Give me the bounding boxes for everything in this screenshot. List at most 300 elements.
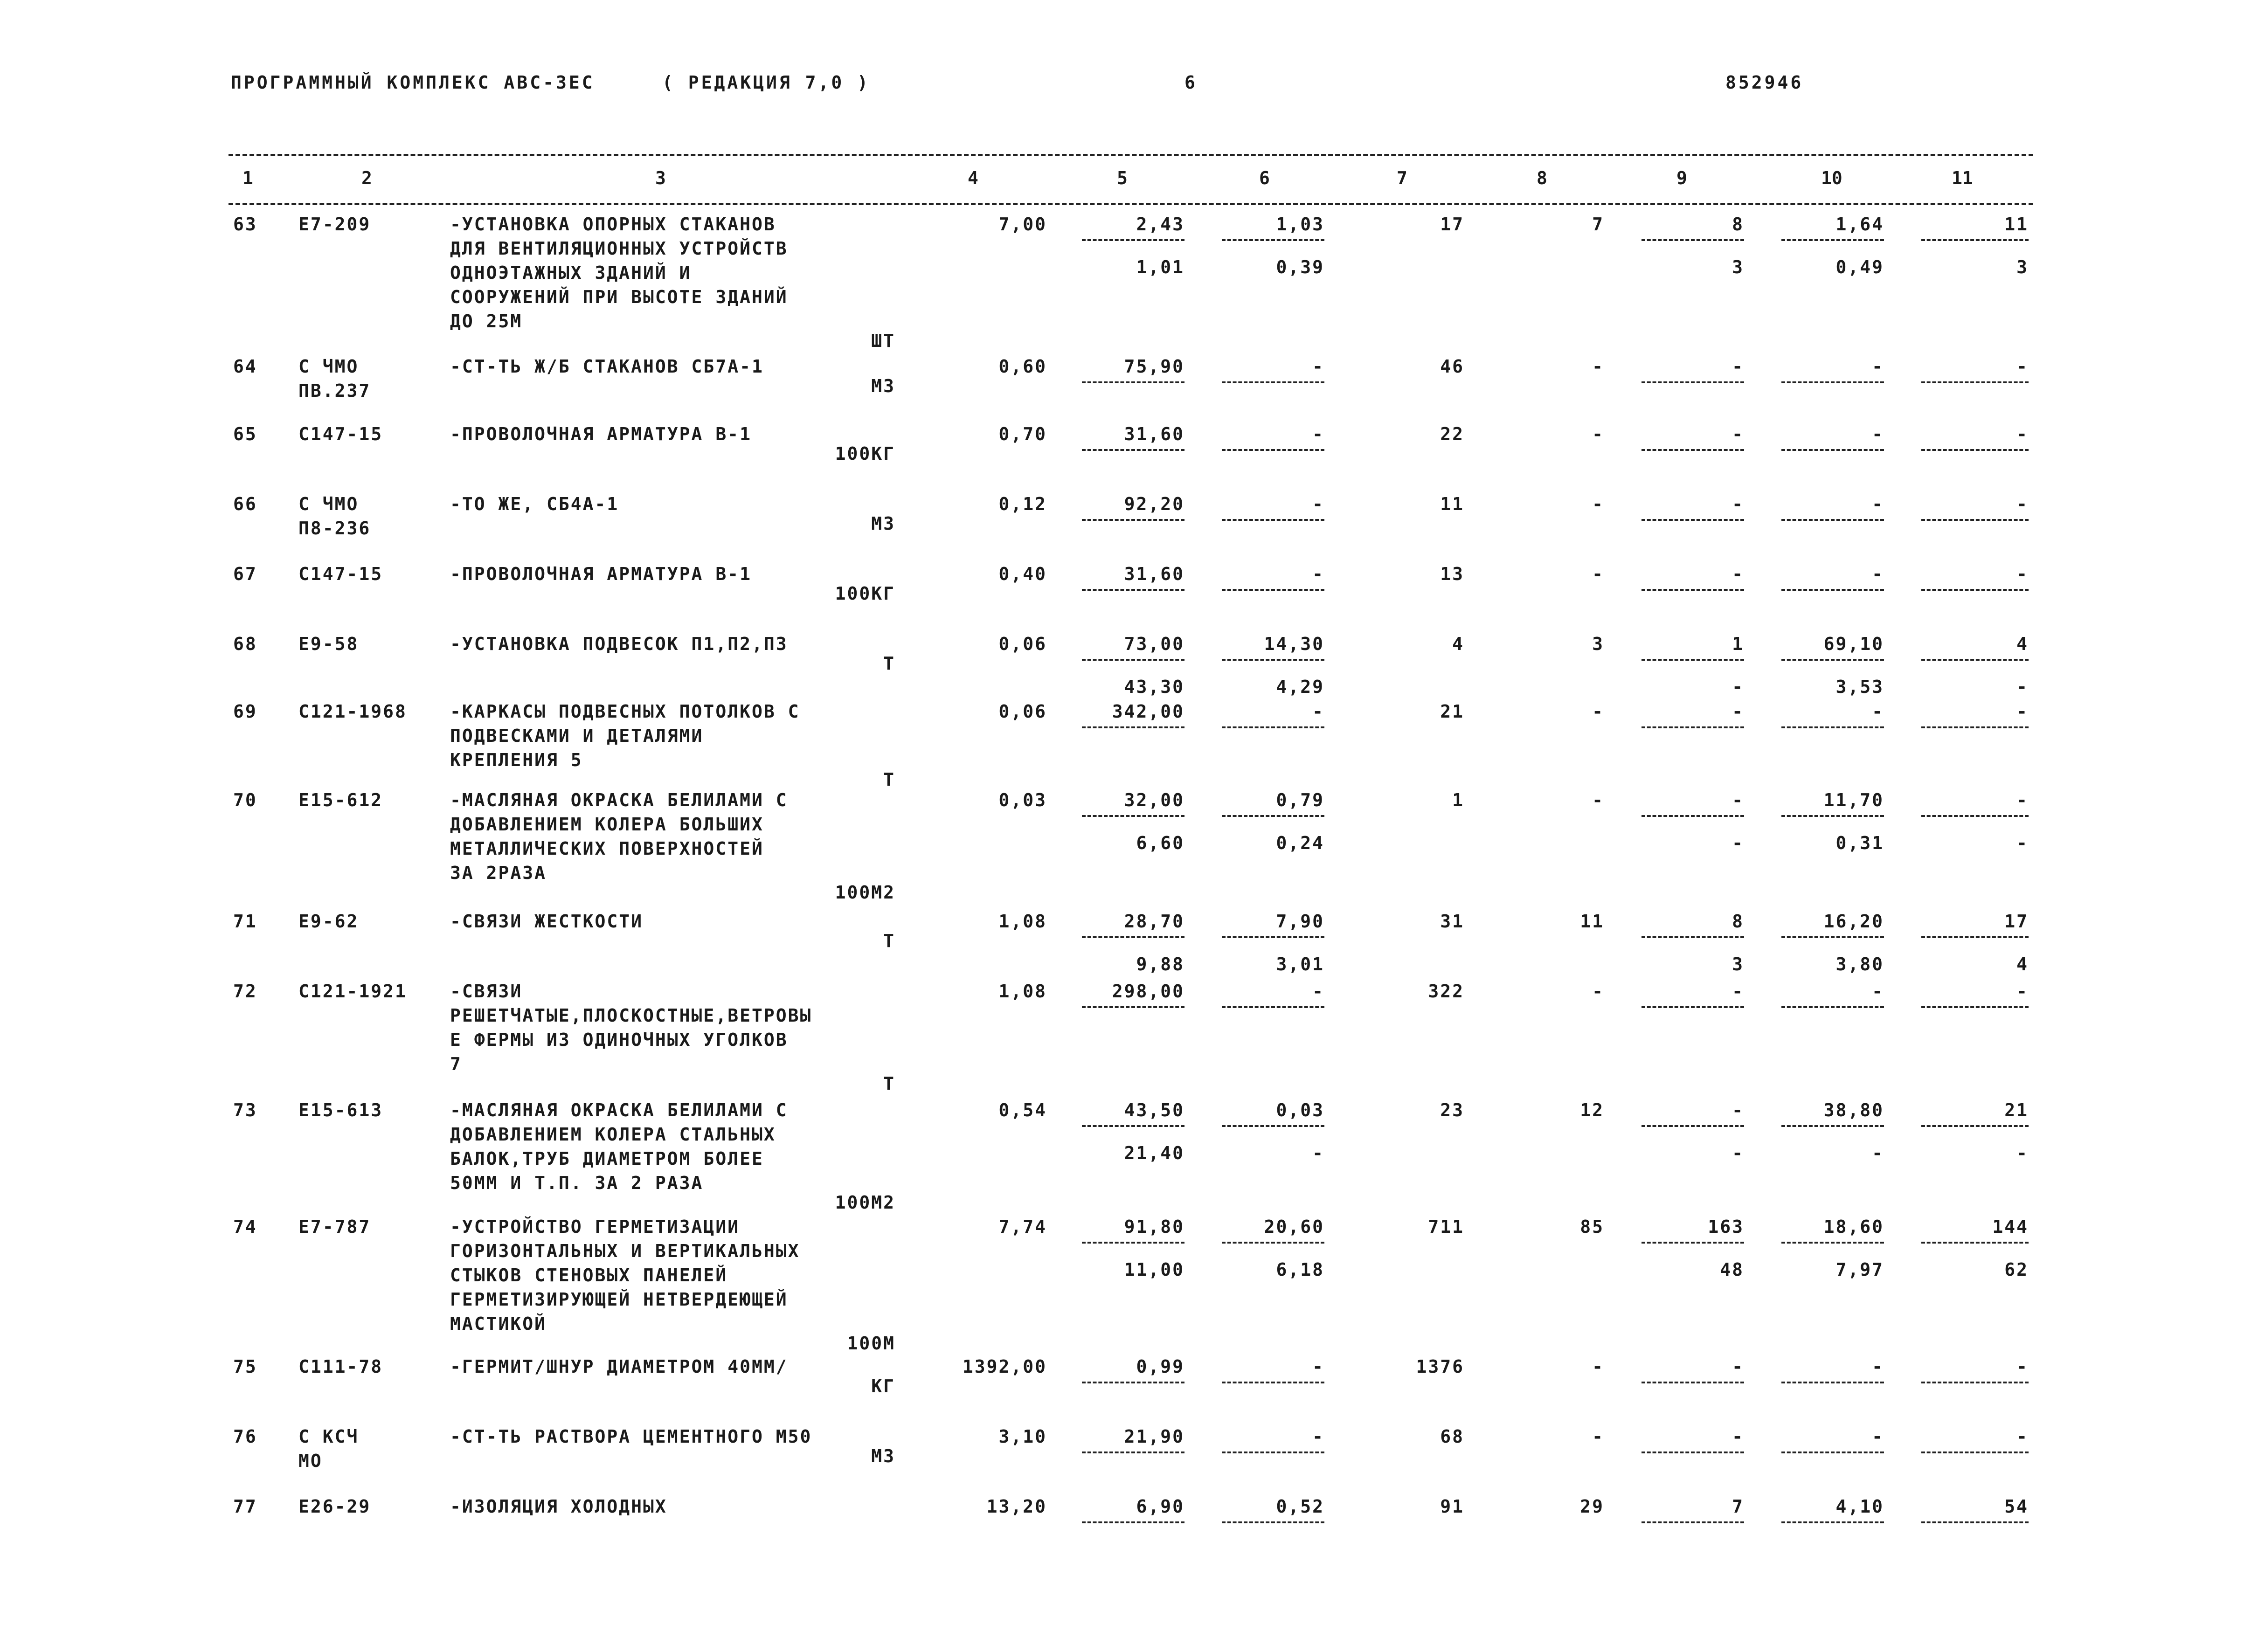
value-divider-9 (1642, 1452, 1744, 1453)
unit-of-measure: Т (883, 1073, 895, 1094)
value-divider-11 (1921, 1382, 2029, 1383)
value-c9-lower: - (1732, 1143, 1744, 1163)
value-c9: - (1732, 564, 1744, 584)
value-divider-6 (1222, 1006, 1324, 1008)
value-divider-5 (1082, 239, 1184, 241)
value-divider-6 (1222, 239, 1324, 241)
value-c11: - (2016, 424, 2029, 444)
item-description: Е ФЕРМЫ ИЗ ОДИНОЧНЫХ УГОЛКОВ (450, 1030, 788, 1050)
value-c10: - (1872, 701, 1884, 722)
value-divider-6 (1222, 1521, 1324, 1523)
value-c10: - (1872, 356, 1884, 377)
value-c11: - (2016, 356, 2029, 377)
value-c7: 11 (1440, 494, 1464, 514)
value-c6-lower: 4,29 (1276, 677, 1324, 697)
value-c11: 4 (2016, 634, 2029, 654)
value-divider-11 (1921, 1242, 2029, 1244)
item-description: РЕШЕТЧАТЫЕ,ПЛОСКОСТНЫЕ,ВЕТРОВЫ (450, 1005, 812, 1026)
value-c9: - (1732, 981, 1744, 1002)
value-c9-lower: - (1732, 833, 1744, 853)
item-description: ДОБАВЛЕНИЕМ КОЛЕРА БОЛЬШИХ (450, 814, 764, 835)
unit-of-measure: Т (883, 769, 895, 790)
item-description: ДЛЯ ВЕНТИЛЯЦИОННЫХ УСТРОЙСТВ (450, 238, 788, 259)
column-number-3: 3 (655, 168, 666, 188)
item-description: -ПРОВОЛОЧНАЯ АРМАТУРА В-1 (450, 424, 752, 444)
value-c7: 91 (1440, 1496, 1464, 1517)
value-c8: 85 (1580, 1217, 1604, 1237)
value-divider-11 (1921, 659, 2029, 661)
value-c5: 2,43 (1136, 214, 1184, 235)
value-qty: 1,08 (998, 911, 1047, 932)
value-c10: - (1872, 494, 1884, 514)
value-c11: - (2016, 790, 2029, 810)
column-number-11: 11 (1952, 168, 1973, 188)
value-qty: 0,70 (998, 424, 1047, 444)
value-qty: 13,20 (986, 1496, 1047, 1517)
value-c7: 4 (1452, 634, 1464, 654)
value-c5: 92,20 (1124, 494, 1184, 514)
value-c7: 1 (1452, 790, 1464, 810)
value-c7: 46 (1440, 356, 1464, 377)
value-c11: - (2016, 494, 2029, 514)
value-c11: - (2016, 1356, 2029, 1377)
value-c9: - (1732, 494, 1744, 514)
item-description: -ИЗОЛЯЦИЯ ХОЛОДНЫХ (450, 1496, 667, 1517)
value-divider-9 (1642, 936, 1744, 938)
value-c7: 17 (1440, 214, 1464, 235)
value-c9: - (1732, 1356, 1744, 1377)
value-divider-6 (1222, 1382, 1324, 1383)
value-divider-11 (1921, 815, 2029, 817)
column-number-2: 2 (361, 168, 372, 188)
value-divider-11 (1921, 239, 2029, 241)
item-description: -КАРКАСЫ ПОДВЕСНЫХ ПОТОЛКОВ С (450, 701, 800, 722)
value-c8: - (1592, 790, 1604, 810)
value-divider-11 (1921, 519, 2029, 521)
edition-label: ( РЕДАКЦИЯ 7,0 ) (662, 72, 871, 93)
program-title: ПРОГРАММНЫЙ КОМПЛЕКС АВС-3ЕС (231, 72, 595, 93)
item-description: ЗА 2РАЗА (450, 863, 547, 883)
item-code: С ЧМО (298, 494, 359, 514)
value-c5: 73,00 (1124, 634, 1184, 654)
value-c9: - (1732, 356, 1744, 377)
value-divider-5 (1082, 1382, 1184, 1383)
value-c5: 32,00 (1124, 790, 1184, 810)
value-divider-9 (1642, 519, 1744, 521)
column-number-4: 4 (968, 168, 978, 188)
value-c9: - (1732, 1426, 1744, 1447)
item-description: ДО 25М (450, 311, 523, 332)
unit-of-measure: М3 (871, 513, 895, 534)
item-description: МАСТИКОЙ (450, 1313, 547, 1334)
value-c10: 4,10 (1835, 1496, 1884, 1517)
value-c6-lower: 3,01 (1276, 954, 1324, 975)
value-c8: - (1592, 494, 1604, 514)
value-divider-6 (1222, 659, 1324, 661)
item-description: -СВЯЗИ ЖЕСТКОСТИ (450, 911, 644, 932)
row-number: 65 (233, 424, 257, 444)
value-c11: 11 (2004, 214, 2029, 235)
value-divider-11 (1921, 449, 2029, 451)
value-c6-lower: - (1312, 1143, 1324, 1163)
value-divider-11 (1921, 1125, 2029, 1127)
value-c9: 8 (1732, 214, 1744, 235)
value-c8: - (1592, 1426, 1604, 1447)
value-divider-11 (1921, 1452, 2029, 1453)
row-number: 72 (233, 981, 257, 1002)
value-c11-lower: 3 (2016, 257, 2029, 277)
value-c9-lower: - (1732, 677, 1744, 697)
row-number: 76 (233, 1426, 257, 1447)
value-divider-10 (1781, 1242, 1884, 1244)
item-description: ДОБАВЛЕНИЕМ КОЛЕРА СТАЛЬНЫХ (450, 1124, 776, 1145)
value-divider-5 (1082, 381, 1184, 383)
value-c5: 91,80 (1124, 1217, 1184, 1237)
value-c8: 7 (1592, 214, 1604, 235)
value-c6: - (1312, 424, 1324, 444)
item-code: С147-15 (298, 424, 383, 444)
value-c11: 144 (1992, 1217, 2029, 1237)
value-divider-5 (1082, 936, 1184, 938)
value-qty: 0,06 (998, 634, 1047, 654)
value-divider-10 (1781, 381, 1884, 383)
item-description: -СВЯЗИ (450, 981, 523, 1002)
value-c11-lower: - (2016, 833, 2029, 853)
value-divider-5 (1082, 726, 1184, 728)
value-c8: - (1592, 564, 1604, 584)
row-number: 74 (233, 1217, 257, 1237)
value-c6: 0,03 (1276, 1100, 1324, 1120)
value-qty: 1,08 (998, 981, 1047, 1002)
value-divider-10 (1781, 449, 1884, 451)
value-divider-11 (1921, 1006, 2029, 1008)
item-description: -УСТАНОВКА ОПОРНЫХ СТАКАНОВ (450, 214, 776, 235)
value-c5: 21,90 (1124, 1426, 1184, 1447)
value-c5: 342,00 (1112, 701, 1184, 722)
row-number: 68 (233, 634, 257, 654)
value-divider-6 (1222, 381, 1324, 383)
value-c8: - (1592, 356, 1604, 377)
unit-of-measure: М3 (871, 1446, 895, 1466)
value-divider-9 (1642, 1242, 1744, 1244)
unit-of-measure: 100М (847, 1333, 895, 1354)
value-divider-5 (1082, 449, 1184, 451)
value-c6-lower: 6,18 (1276, 1259, 1324, 1280)
item-code: С121-1921 (298, 981, 407, 1002)
value-c9-lower: 48 (1720, 1259, 1744, 1280)
unit-of-measure: 100КГ (835, 583, 895, 604)
item-description: ПОДВЕСКАМИ И ДЕТАЛЯМИ (450, 726, 704, 746)
value-c8: - (1592, 1356, 1604, 1377)
item-description: 7 (450, 1054, 462, 1074)
value-c6-lower: 0,24 (1276, 833, 1324, 853)
column-number-1: 1 (242, 168, 253, 188)
value-qty: 0,40 (998, 564, 1047, 584)
value-divider-11 (1921, 726, 2029, 728)
value-c6: 14,30 (1264, 634, 1324, 654)
value-divider-9 (1642, 815, 1744, 817)
value-c6: - (1312, 981, 1324, 1002)
value-divider-6 (1222, 1452, 1324, 1453)
value-c10: - (1872, 424, 1884, 444)
value-c5: 43,50 (1124, 1100, 1184, 1120)
item-description: КРЕПЛЕНИЯ 5 (450, 750, 583, 770)
value-divider-10 (1781, 936, 1884, 938)
value-qty: 0,60 (998, 356, 1047, 377)
value-divider-9 (1642, 1125, 1744, 1127)
value-c8: 29 (1580, 1496, 1604, 1517)
value-c9-lower: 3 (1732, 257, 1744, 277)
item-description: -ГЕРМИТ/ШНУР ДИАМЕТРОМ 40ММ/ (450, 1356, 788, 1377)
value-divider-9 (1642, 1006, 1744, 1008)
value-c7: 22 (1440, 424, 1464, 444)
item-code: Е9-62 (298, 911, 359, 932)
value-c7: 21 (1440, 701, 1464, 722)
value-divider-6 (1222, 815, 1324, 817)
value-divider-5 (1082, 1006, 1184, 1008)
value-divider-10 (1781, 1452, 1884, 1453)
item-description: -ТО ЖЕ, СБ4А-1 (450, 494, 619, 514)
value-c11: - (2016, 701, 2029, 722)
value-divider-9 (1642, 726, 1744, 728)
value-c7: 711 (1428, 1217, 1464, 1237)
row-number: 70 (233, 790, 257, 810)
value-c10: 38,80 (1823, 1100, 1884, 1120)
item-code: С147-15 (298, 564, 383, 584)
value-c6: 20,60 (1264, 1217, 1324, 1237)
value-c6: - (1312, 494, 1324, 514)
value-divider-5 (1082, 589, 1184, 591)
item-description: -СТ-ТЬ Ж/Б СТАКАНОВ СБ7А-1 (450, 356, 764, 377)
item-code: С121-1968 (298, 701, 407, 722)
item-code: П8-236 (298, 518, 371, 539)
value-c5: 28,70 (1124, 911, 1184, 932)
row-number: 67 (233, 564, 257, 584)
item-description: БАЛОК,ТРУБ ДИАМЕТРОМ БОЛЕЕ (450, 1148, 764, 1169)
value-divider-5 (1082, 659, 1184, 661)
value-c5-lower: 6,60 (1136, 833, 1184, 853)
unit-of-measure: 100М2 (835, 1192, 895, 1213)
row-number: 71 (233, 911, 257, 932)
value-divider-9 (1642, 1382, 1744, 1383)
value-divider-5 (1082, 519, 1184, 521)
item-code: Е26-29 (298, 1496, 371, 1517)
value-c5-lower: 21,40 (1124, 1143, 1184, 1163)
row-number: 64 (233, 356, 257, 377)
value-c6: 7,90 (1276, 911, 1324, 932)
item-description: ГЕРМЕТИЗИРУЮЩЕЙ НЕТВЕРДЕЮЩЕЙ (450, 1289, 788, 1310)
value-c10-lower: 3,53 (1835, 677, 1884, 697)
item-code: Е7-787 (298, 1217, 371, 1237)
unit-of-measure: 100М2 (835, 882, 895, 903)
value-divider-9 (1642, 589, 1744, 591)
value-divider-6 (1222, 726, 1324, 728)
value-c5: 31,60 (1124, 564, 1184, 584)
value-divider-10 (1781, 726, 1884, 728)
value-c10: 1,64 (1835, 214, 1884, 235)
value-c10-lower: 3,80 (1835, 954, 1884, 975)
value-divider-6 (1222, 1125, 1324, 1127)
unit-of-measure: Т (883, 653, 895, 674)
value-c10-lower: - (1872, 1143, 1884, 1163)
value-divider-10 (1781, 659, 1884, 661)
value-c9: - (1732, 1100, 1744, 1120)
value-divider-6 (1222, 449, 1324, 451)
value-divider-9 (1642, 659, 1744, 661)
value-c5-lower: 9,88 (1136, 954, 1184, 975)
value-c7: 23 (1440, 1100, 1464, 1120)
value-c10: - (1872, 564, 1884, 584)
item-description: ОДНОЭТАЖНЫХ ЗДАНИЙ И (450, 263, 692, 283)
value-divider-5 (1082, 1521, 1184, 1523)
value-c8: 12 (1580, 1100, 1604, 1120)
row-number: 77 (233, 1496, 257, 1517)
column-number-10: 10 (1821, 168, 1842, 188)
value-c8: 11 (1580, 911, 1604, 932)
item-description: СООРУЖЕНИЙ ПРИ ВЫСОТЕ ЗДАНИЙ (450, 287, 788, 307)
value-divider-9 (1642, 1521, 1744, 1523)
item-code: Е15-612 (298, 790, 383, 810)
value-c9: - (1732, 701, 1744, 722)
value-c10: 69,10 (1823, 634, 1884, 654)
row-number: 66 (233, 494, 257, 514)
value-c10: - (1872, 1356, 1884, 1377)
value-c7: 1376 (1416, 1356, 1464, 1377)
value-c11-lower: - (2016, 677, 2029, 697)
column-number-5: 5 (1117, 168, 1128, 188)
value-divider-5 (1082, 1125, 1184, 1127)
item-description: -СТ-ТЬ РАСТВОРА ЦЕМЕНТНОГО М50 (450, 1426, 812, 1447)
value-divider-6 (1222, 1242, 1324, 1244)
value-c10: - (1872, 981, 1884, 1002)
value-c5: 298,00 (1112, 981, 1184, 1002)
value-divider-10 (1781, 519, 1884, 521)
value-c9: 1 (1732, 634, 1744, 654)
value-divider-10 (1781, 1382, 1884, 1383)
row-number: 69 (233, 701, 257, 722)
value-divider-5 (1082, 1242, 1184, 1244)
value-c6: - (1312, 1356, 1324, 1377)
value-c10: 18,60 (1823, 1217, 1884, 1237)
value-c6: 0,79 (1276, 790, 1324, 810)
item-description: СТЫКОВ СТЕНОВЫХ ПАНЕЛЕЙ (450, 1265, 728, 1286)
value-c9: 163 (1708, 1217, 1744, 1237)
unit-of-measure: М3 (871, 376, 895, 396)
value-qty: 1392,00 (962, 1356, 1047, 1377)
value-c6: - (1312, 564, 1324, 584)
value-c10: 11,70 (1823, 790, 1884, 810)
value-qty: 0,06 (998, 701, 1047, 722)
value-c9: 7 (1732, 1496, 1744, 1517)
item-description: 50ММ И Т.П. ЗА 2 РАЗА (450, 1173, 704, 1193)
value-divider-10 (1781, 1521, 1884, 1523)
value-c11: 21 (2004, 1100, 2029, 1120)
value-c8: - (1592, 424, 1604, 444)
value-divider-5 (1082, 1452, 1184, 1453)
value-c7: 68 (1440, 1426, 1464, 1447)
value-c5: 31,60 (1124, 424, 1184, 444)
value-c10-lower: 7,97 (1835, 1259, 1884, 1280)
value-divider-10 (1781, 589, 1884, 591)
row-number: 73 (233, 1100, 257, 1120)
page-number: 6 (1184, 72, 1198, 93)
item-code: Е9-58 (298, 634, 359, 654)
value-c6-lower: 0,39 (1276, 257, 1324, 277)
unit-of-measure: КГ (871, 1376, 895, 1396)
item-description: -УСТРОЙСТВО ГЕРМЕТИЗАЦИИ (450, 1217, 740, 1237)
value-c10-lower: 0,49 (1835, 257, 1884, 277)
value-divider-6 (1222, 519, 1324, 521)
item-description: ГОРИЗОНТАЛЬНЫХ И ВЕРТИКАЛЬНЫХ (450, 1241, 800, 1261)
value-divider-10 (1781, 815, 1884, 817)
value-c11: 54 (2004, 1496, 2029, 1517)
value-c8: 3 (1592, 634, 1604, 654)
value-qty: 0,12 (998, 494, 1047, 514)
value-divider-10 (1781, 239, 1884, 241)
item-code: МО (298, 1451, 323, 1471)
value-divider-11 (1921, 381, 2029, 383)
item-code: С КСЧ (298, 1426, 359, 1447)
item-description: -МАСЛЯНАЯ ОКРАСКА БЕЛИЛАМИ С (450, 1100, 788, 1120)
value-c8: - (1592, 701, 1604, 722)
value-divider-10 (1781, 1125, 1884, 1127)
item-code: С111-78 (298, 1356, 383, 1377)
value-divider-9 (1642, 449, 1744, 451)
item-code: Е7-209 (298, 214, 371, 235)
value-c11: 17 (2004, 911, 2029, 932)
unit-of-measure: Т (883, 931, 895, 951)
unit-of-measure: 100КГ (835, 443, 895, 464)
item-code: ПВ.237 (298, 380, 371, 401)
item-code: С ЧМО (298, 356, 359, 377)
value-c5: 75,90 (1124, 356, 1184, 377)
value-divider-11 (1921, 589, 2029, 591)
column-number-8: 8 (1537, 168, 1547, 188)
value-c11-lower: 4 (2016, 954, 2029, 975)
value-c9: - (1732, 424, 1744, 444)
value-c10-lower: 0,31 (1835, 833, 1884, 853)
value-c6: 0,52 (1276, 1496, 1324, 1517)
value-c6: 1,03 (1276, 214, 1324, 235)
value-c10: 16,20 (1823, 911, 1884, 932)
row-number: 63 (233, 214, 257, 235)
value-qty: 3,10 (998, 1426, 1047, 1447)
value-divider-11 (1921, 936, 2029, 938)
value-c6: - (1312, 701, 1324, 722)
value-qty: 0,54 (998, 1100, 1047, 1120)
value-c5-lower: 43,30 (1124, 677, 1184, 697)
value-c9: - (1732, 790, 1744, 810)
value-c11-lower: 62 (2004, 1259, 2029, 1280)
value-c5-lower: 1,01 (1136, 257, 1184, 277)
item-description: МЕТАЛЛИЧЕСКИХ ПОВЕРХНОСТЕЙ (450, 838, 764, 859)
value-divider-10 (1781, 1006, 1884, 1008)
column-number-7: 7 (1397, 168, 1407, 188)
value-qty: 0,03 (998, 790, 1047, 810)
value-c6: - (1312, 1426, 1324, 1447)
value-divider-6 (1222, 936, 1324, 938)
column-number-9: 9 (1676, 168, 1687, 188)
item-code: Е15-613 (298, 1100, 383, 1120)
value-c9: 8 (1732, 911, 1744, 932)
value-divider-11 (1921, 1521, 2029, 1523)
unit-of-measure: ШТ (871, 331, 895, 351)
value-c10: - (1872, 1426, 1884, 1447)
item-description: -ПРОВОЛОЧНАЯ АРМАТУРА В-1 (450, 564, 752, 584)
column-number-6: 6 (1259, 168, 1270, 188)
table-top-rule (229, 154, 2033, 156)
value-qty: 7,74 (998, 1217, 1047, 1237)
